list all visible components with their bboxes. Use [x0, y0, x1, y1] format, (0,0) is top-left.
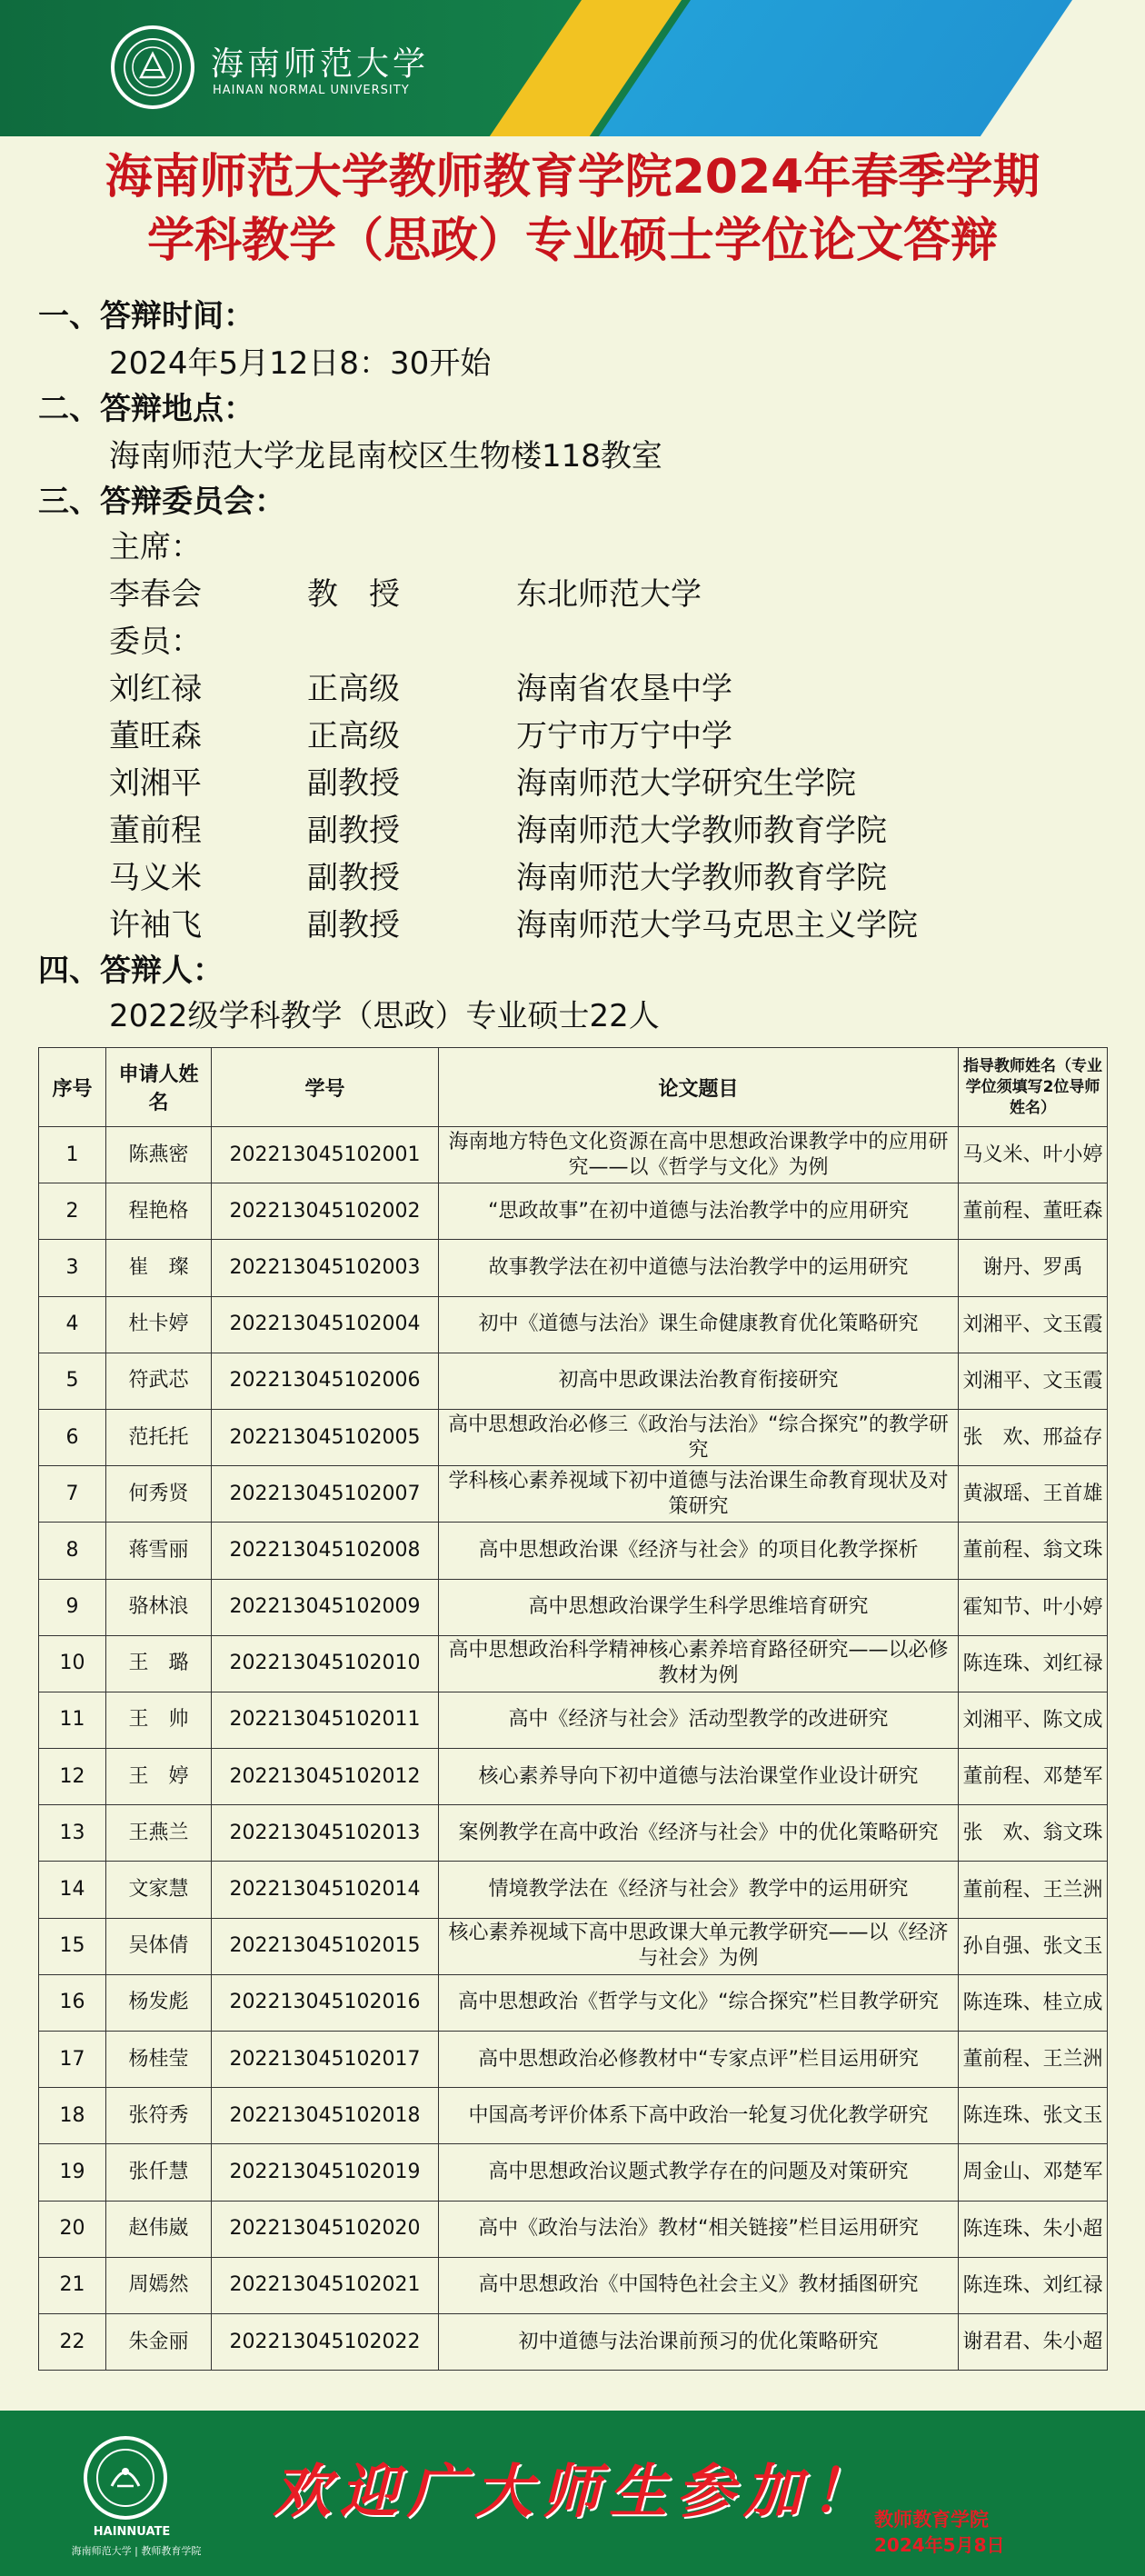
cell-student-id: 202213045102011 — [212, 1692, 439, 1748]
header-applicant: 申请人姓名 — [106, 1048, 212, 1127]
cell-applicant: 符武芯 — [106, 1353, 212, 1409]
table-row — [39, 1749, 1108, 1805]
member-name: 刘红禄 — [109, 671, 202, 707]
section-people-heading: 四、答辩人： — [38, 953, 224, 989]
cell-advisor: 刘湘平、文玉霞 — [959, 1353, 1108, 1409]
cell-applicant: 范托托 — [106, 1409, 212, 1465]
table-row — [39, 1862, 1108, 1918]
cell-seq: 2 — [39, 1183, 106, 1240]
cell-applicant: 赵伟崴 — [106, 2201, 212, 2257]
cell-student-id: 202213045102006 — [212, 1353, 439, 1409]
section-people-value: 2022级学科教学（思政）专业硕士22人 — [109, 998, 660, 1034]
cell-advisor: 董前程、翁文珠 — [959, 1523, 1108, 1579]
cell-seq: 4 — [39, 1296, 106, 1353]
cell-seq: 22 — [39, 2313, 106, 2370]
table-body — [39, 1127, 1108, 2371]
cell-applicant: 蒋雪丽 — [106, 1523, 212, 1579]
cell-student-id: 202213045102020 — [212, 2201, 439, 2257]
member-org: 海南师范大学研究生学院 — [516, 765, 856, 802]
cell-student-id: 202213045102008 — [212, 1523, 439, 1579]
cell-topic: 高中《经济与社会》活动型教学的改进研究 — [439, 1692, 959, 1748]
cell-topic: 高中思想政治课《经济与社会》的项目化教学探析 — [439, 1523, 959, 1579]
member-org: 万宁市万宁中学 — [516, 718, 732, 754]
cell-advisor: 刘湘平、陈文成 — [959, 1692, 1108, 1748]
table-row — [39, 2032, 1108, 2088]
cell-seq: 3 — [39, 1240, 106, 1296]
cell-advisor: 董前程、王兰洲 — [959, 1862, 1108, 1918]
cell-advisor: 陈连珠、朱小超 — [959, 2201, 1108, 2257]
cell-topic: 高中思想政治必修三《政治与法治》“综合探究”的教学研究 — [439, 1409, 959, 1465]
member-name: 董前程 — [109, 813, 202, 849]
member-org: 海南师范大学教师教育学院 — [516, 860, 887, 896]
cell-advisor: 谢丹、罗禹 — [959, 1240, 1108, 1296]
cell-topic: 中国高考评价体系下高中政治一轮复习优化教学研究 — [439, 2088, 959, 2144]
member-name: 马义米 — [109, 860, 202, 896]
member-title: 正高级 — [307, 718, 400, 754]
cell-topic: 初中《道德与法治》课生命健康教育优化策略研究 — [439, 1296, 959, 1353]
cell-topic: 海南地方特色文化资源在高中思想政治课教学中的应用研究——以《哲学与文化》为例 — [439, 1127, 959, 1183]
footer-logo-en: HAINNUATE — [93, 2525, 171, 2539]
cell-student-id: 202213045102022 — [212, 2313, 439, 2370]
section-time-heading: 一、答辩时间： — [38, 298, 254, 334]
cell-applicant: 杨桂莹 — [106, 2032, 212, 2088]
university-name-cn: 海南师范大学 — [211, 45, 430, 83]
cell-student-id: 202213045102003 — [212, 1240, 439, 1296]
welcome-slogan: 欢迎广大师生参加！ — [273, 2458, 878, 2526]
cell-seq: 9 — [39, 1579, 106, 1635]
cell-student-id: 202213045102012 — [212, 1749, 439, 1805]
cell-seq: 14 — [39, 1862, 106, 1918]
table-row — [39, 1127, 1108, 1183]
cell-seq: 7 — [39, 1466, 106, 1523]
table-row — [39, 1296, 1108, 1353]
cell-seq: 20 — [39, 2201, 106, 2257]
cell-seq: 6 — [39, 1409, 106, 1465]
section-time-value: 2024年5月12日8：30开始 — [109, 345, 492, 382]
table-row — [39, 1523, 1108, 1579]
member-name: 刘湘平 — [109, 765, 202, 802]
header-topic: 论文题目 — [439, 1048, 959, 1127]
footer-logo-cn: 海南师范大学 | 教师教育学院 — [71, 2545, 202, 2557]
header-seq: 序号 — [39, 1048, 106, 1127]
cell-applicant: 王 婷 — [106, 1749, 212, 1805]
table-row — [39, 2313, 1108, 2370]
cell-applicant: 吴体倩 — [106, 1918, 212, 1974]
cell-advisor: 陈连珠、张文玉 — [959, 2088, 1108, 2144]
cell-seq: 15 — [39, 1918, 106, 1974]
cell-student-id: 202213045102009 — [212, 1579, 439, 1635]
member-title: 副教授 — [307, 907, 400, 944]
cell-student-id: 202213045102002 — [212, 1183, 439, 1240]
cell-topic: “思政故事”在初中道德与法治教学中的应用研究 — [439, 1183, 959, 1240]
cell-applicant: 杜卡婷 — [106, 1296, 212, 1353]
cell-topic: 学科核心素养视域下初中道德与法治课生命教育现状及对策研究 — [439, 1466, 959, 1523]
cell-student-id: 202213045102007 — [212, 1466, 439, 1523]
cell-topic: 核心素养导向下初中道德与法治课堂作业设计研究 — [439, 1749, 959, 1805]
university-name-en: HAINAN NORMAL UNIVERSITY — [213, 84, 410, 97]
cell-student-id: 202213045102015 — [212, 1918, 439, 1974]
footer-sign-date: 2024年5月8日 — [874, 2534, 1005, 2556]
table-row — [39, 1805, 1108, 1862]
cell-advisor: 谢君君、朱小超 — [959, 2313, 1108, 2370]
cell-applicant: 文家慧 — [106, 1862, 212, 1918]
college-emblem-icon — [84, 2436, 167, 2520]
cell-student-id: 202213045102010 — [212, 1635, 439, 1692]
cell-seq: 8 — [39, 1523, 106, 1579]
university-emblem-icon — [111, 25, 194, 109]
cell-advisor: 董前程、王兰洲 — [959, 2032, 1108, 2088]
cell-seq: 13 — [39, 1805, 106, 1862]
table-row — [39, 1409, 1108, 1465]
cell-applicant: 张符秀 — [106, 2088, 212, 2144]
table-row — [39, 1635, 1108, 1692]
cell-advisor: 董前程、邓楚军 — [959, 1749, 1108, 1805]
member-title: 副教授 — [307, 813, 400, 849]
table-header-row — [39, 1048, 1108, 1127]
table-row — [39, 1579, 1108, 1635]
cell-seq: 12 — [39, 1749, 106, 1805]
table-row — [39, 1974, 1108, 2031]
cell-topic: 高中思想政治议题式教学存在的问题及对策研究 — [439, 2144, 959, 2201]
cell-topic: 故事教学法在初中道德与法治教学中的运用研究 — [439, 1240, 959, 1296]
member-name: 许袖飞 — [109, 907, 202, 944]
member-org: 海南师范大学教师教育学院 — [516, 813, 887, 849]
cell-student-id: 202213045102019 — [212, 2144, 439, 2201]
cell-applicant: 王 璐 — [106, 1635, 212, 1692]
cell-advisor: 张 欢、翁文珠 — [959, 1805, 1108, 1862]
chair-name: 李春会 — [109, 576, 202, 613]
cell-student-id: 202213045102001 — [212, 1127, 439, 1183]
table-row — [39, 2201, 1108, 2257]
header-banner — [0, 0, 1145, 136]
footer-sign-org: 教师教育学院 — [874, 2509, 989, 2531]
member-title: 正高级 — [307, 671, 400, 707]
header-student-id: 学号 — [212, 1048, 439, 1127]
cell-applicant: 崔 璨 — [106, 1240, 212, 1296]
cell-seq: 5 — [39, 1353, 106, 1409]
table-row — [39, 1692, 1108, 1748]
cell-seq: 19 — [39, 2144, 106, 2201]
section-place-heading: 二、答辩地点： — [38, 391, 254, 427]
page-title — [0, 145, 1145, 273]
cell-topic: 高中思想政治科学精神核心素养培育路径研究——以必修教材为例 — [439, 1635, 959, 1692]
cell-advisor: 孙自强、张文玉 — [959, 1918, 1108, 1974]
header-advisor: 指导教师姓名（专业学位须填写2位导师姓名） — [959, 1048, 1108, 1127]
table-row — [39, 1183, 1108, 1240]
cell-topic: 案例教学在高中政治《经济与社会》中的优化策略研究 — [439, 1805, 959, 1862]
table-row — [39, 2088, 1108, 2144]
cell-advisor: 陈连珠、刘红禄 — [959, 2257, 1108, 2313]
cell-advisor: 周金山、邓楚军 — [959, 2144, 1108, 2201]
cell-topic: 核心素养视域下高中思政课大单元教学研究——以《经济与社会》为例 — [439, 1918, 959, 1974]
cell-topic: 初高中思政课法治教育衔接研究 — [439, 1353, 959, 1409]
cell-seq: 18 — [39, 2088, 106, 2144]
cell-advisor: 霍知节、叶小婷 — [959, 1579, 1108, 1635]
cell-student-id: 202213045102005 — [212, 1409, 439, 1465]
cell-topic: 高中《政治与法治》教材“相关链接”栏目运用研究 — [439, 2201, 959, 2257]
chair-label: 主席： — [109, 529, 202, 565]
cell-seq: 10 — [39, 1635, 106, 1692]
member-label: 委员： — [109, 624, 202, 660]
title-line-1: 海南师范大学教师教育学院2024年春季学期 — [105, 150, 1040, 205]
cell-applicant: 杨发彪 — [106, 1974, 212, 2031]
cell-topic: 高中思想政治课学生科学思维培育研究 — [439, 1579, 959, 1635]
cell-applicant: 周嫣然 — [106, 2257, 212, 2313]
section-place-value: 海南师范大学龙昆南校区生物楼118教室 — [109, 438, 662, 474]
cell-seq: 17 — [39, 2032, 106, 2088]
cell-advisor: 陈连珠、刘红禄 — [959, 1635, 1108, 1692]
title-line-2: 学科教学（思政）专业硕士学位论文答辩 — [146, 214, 998, 268]
cell-seq: 1 — [39, 1127, 106, 1183]
cell-student-id: 202213045102016 — [212, 1974, 439, 2031]
cell-student-id: 202213045102017 — [212, 2032, 439, 2088]
chair-org: 东北师范大学 — [516, 576, 702, 613]
table-row — [39, 2257, 1108, 2313]
table-row — [39, 2144, 1108, 2201]
thesis-table — [38, 1047, 1108, 2371]
cell-applicant: 程艳格 — [106, 1183, 212, 1240]
cell-student-id: 202213045102004 — [212, 1296, 439, 1353]
cell-applicant: 朱金丽 — [106, 2313, 212, 2370]
cell-seq: 21 — [39, 2257, 106, 2313]
cell-applicant: 王燕兰 — [106, 1805, 212, 1862]
cell-topic: 初中道德与法治课前预习的优化策略研究 — [439, 2313, 959, 2370]
member-org: 海南省农垦中学 — [516, 671, 732, 707]
cell-topic: 情境教学法在《经济与社会》教学中的运用研究 — [439, 1862, 959, 1918]
cell-advisor: 陈连珠、桂立成 — [959, 1974, 1108, 2031]
cell-topic: 高中思想政治《中国特色社会主义》教材插图研究 — [439, 2257, 959, 2313]
table-row — [39, 1918, 1108, 1974]
member-name: 董旺森 — [109, 718, 202, 754]
cell-applicant: 何秀贤 — [106, 1466, 212, 1523]
member-org: 海南师范大学马克思主义学院 — [516, 907, 918, 944]
table-row — [39, 1466, 1108, 1523]
cell-applicant: 陈燕密 — [106, 1127, 212, 1183]
cell-student-id: 202213045102013 — [212, 1805, 439, 1862]
cell-topic: 高中思想政治必修教材中“专家点评”栏目运用研究 — [439, 2032, 959, 2088]
cell-advisor: 张 欢、邢益存 — [959, 1409, 1108, 1465]
table-row — [39, 1240, 1108, 1296]
cell-student-id: 202213045102018 — [212, 2088, 439, 2144]
cell-applicant: 骆林浪 — [106, 1579, 212, 1635]
cell-topic: 高中思想政治《哲学与文化》“综合探究”栏目教学研究 — [439, 1974, 959, 2031]
cell-applicant: 张仟慧 — [106, 2144, 212, 2201]
cell-advisor: 黄淑瑶、王首雄 — [959, 1466, 1108, 1523]
member-title: 副教授 — [307, 860, 400, 896]
table-row — [39, 1353, 1108, 1409]
chair-title: 教 授 — [307, 576, 400, 613]
cell-student-id: 202213045102014 — [212, 1862, 439, 1918]
section-committee-heading: 三、答辩委员会： — [38, 484, 285, 520]
cell-advisor: 董前程、董旺森 — [959, 1183, 1108, 1240]
cell-seq: 11 — [39, 1692, 106, 1748]
cell-advisor: 刘湘平、文玉霞 — [959, 1296, 1108, 1353]
member-title: 副教授 — [307, 765, 400, 802]
cell-seq: 16 — [39, 1974, 106, 2031]
cell-advisor: 马义米、叶小婷 — [959, 1127, 1108, 1183]
cell-student-id: 202213045102021 — [212, 2257, 439, 2313]
cell-applicant: 王 帅 — [106, 1692, 212, 1748]
